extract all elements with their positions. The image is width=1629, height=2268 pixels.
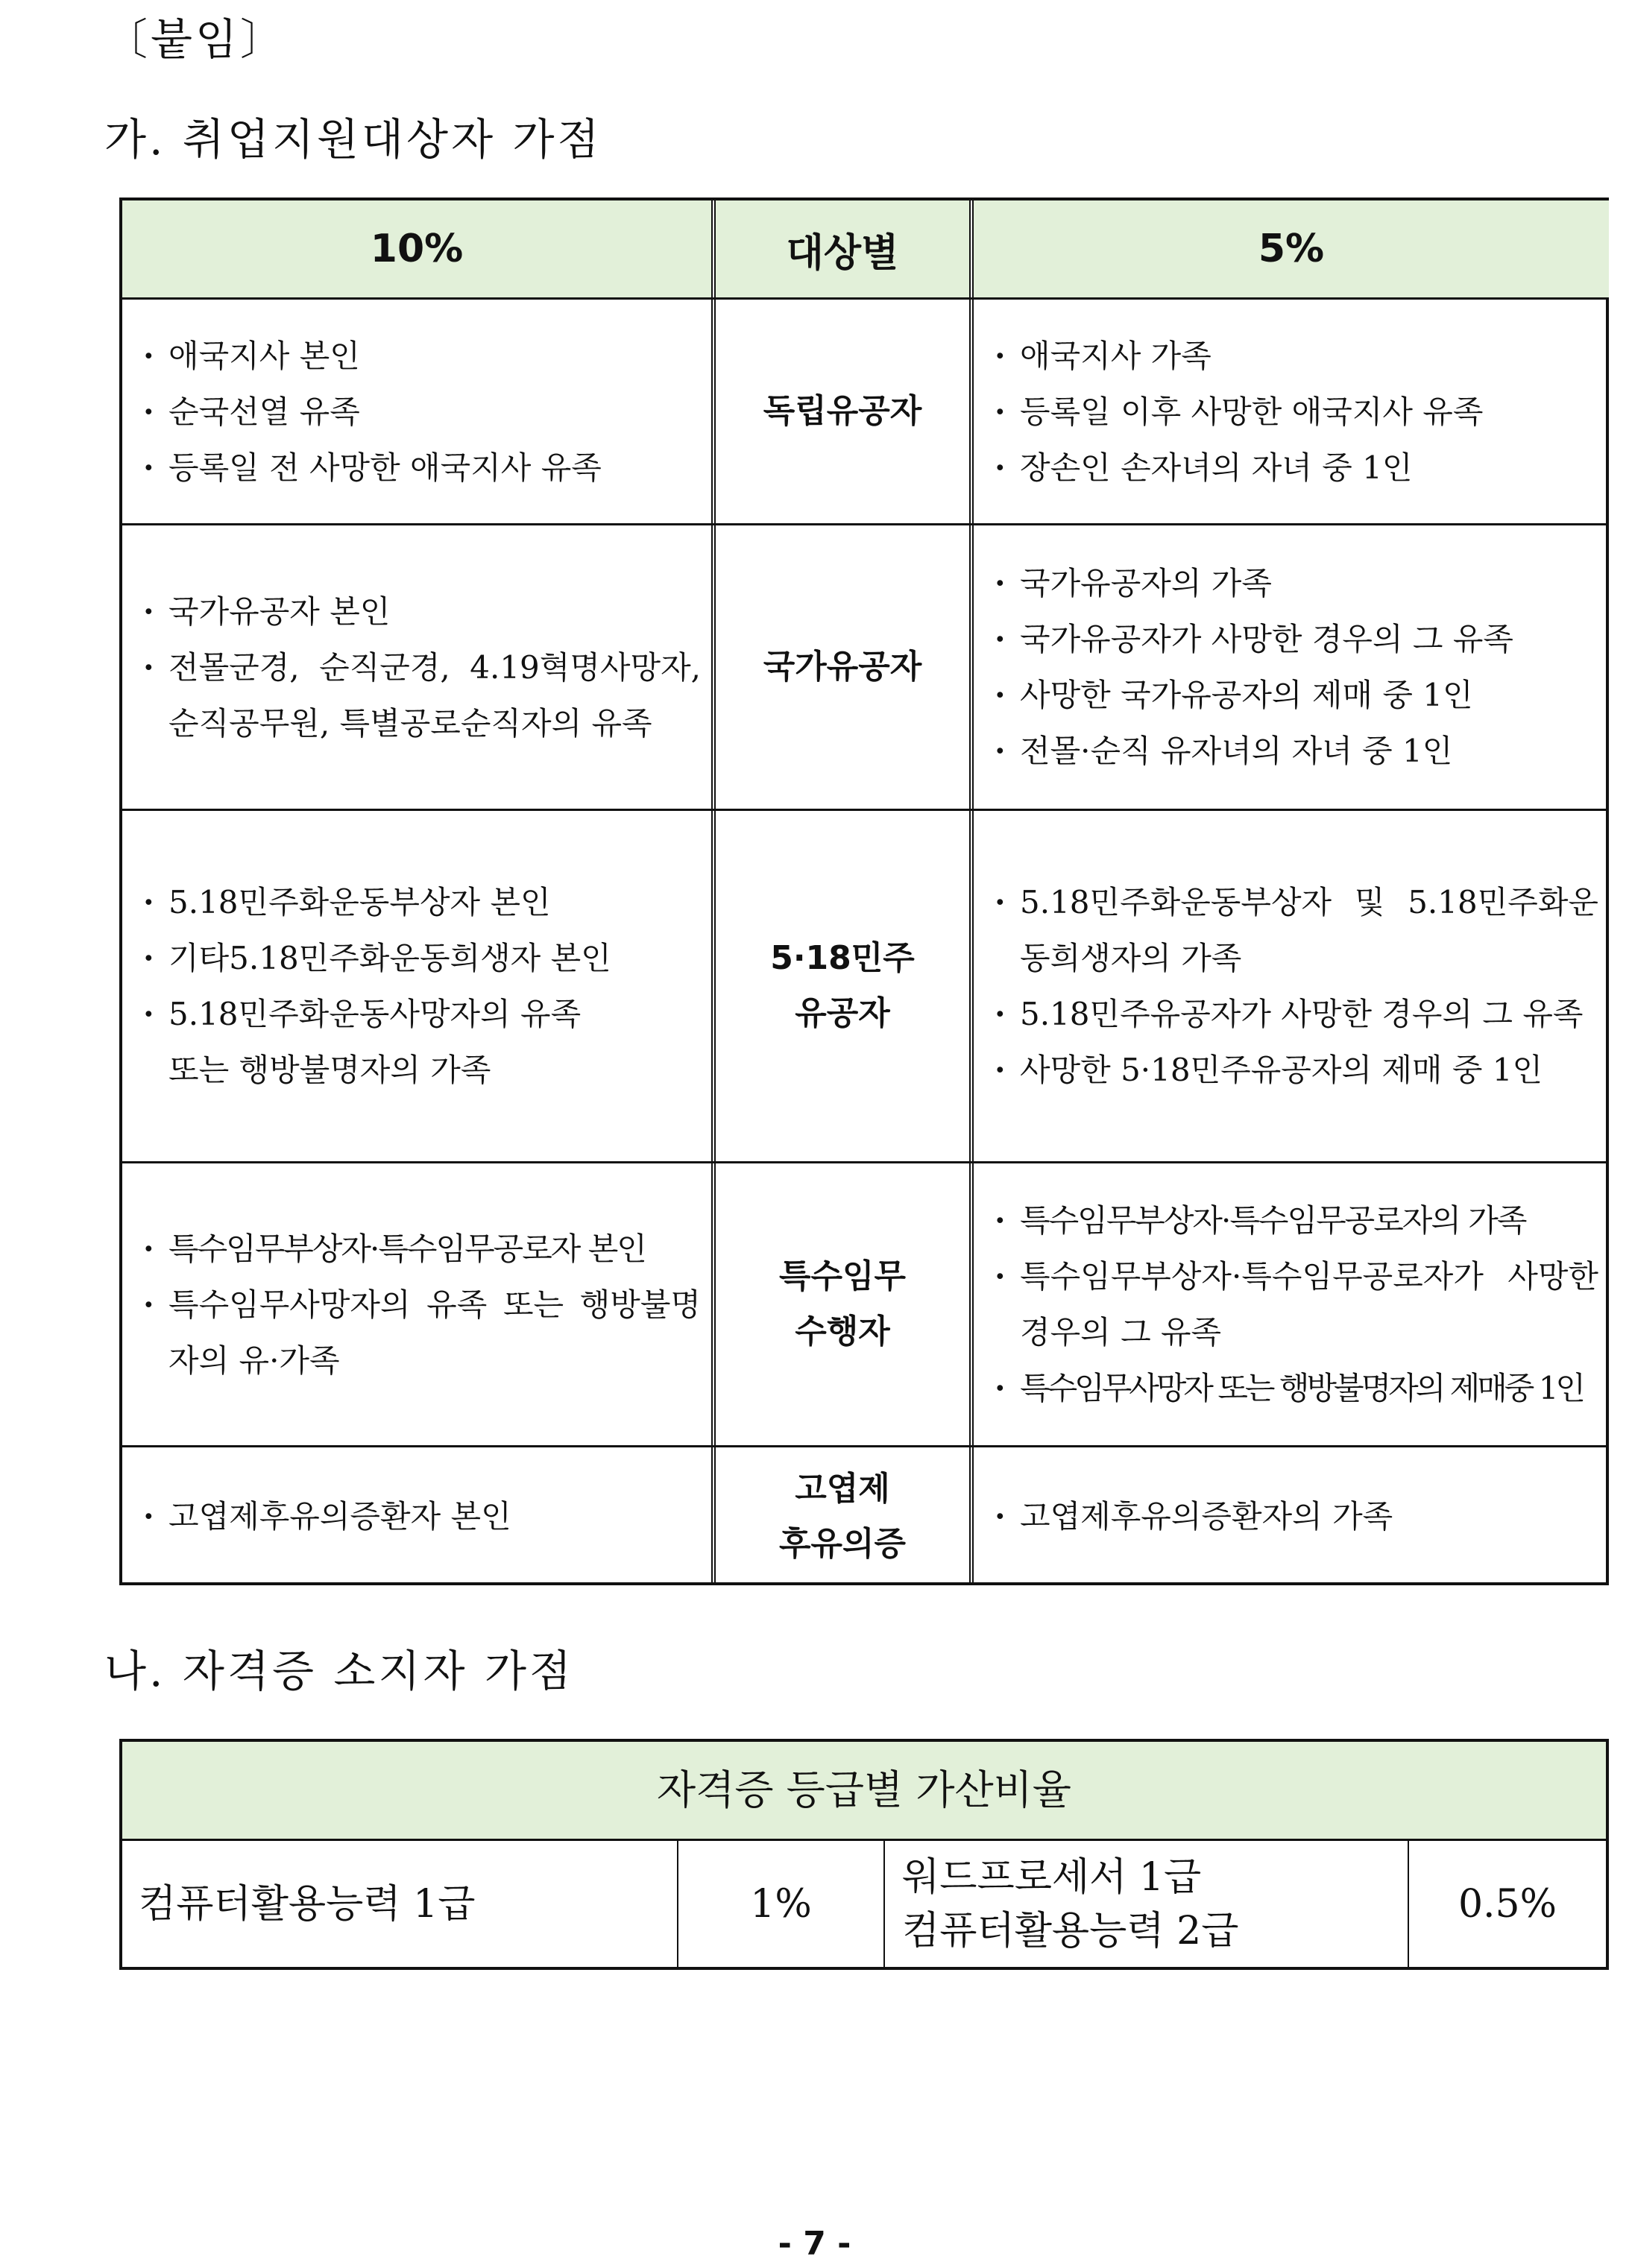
list-item: · 고엽제후유의증환자의 가족 (995, 1488, 1598, 1544)
row4-category (716, 1163, 969, 1445)
column-divider (1408, 1841, 1409, 1967)
rate2-value: 0.5% (1458, 1881, 1557, 1927)
row5-category (716, 1447, 969, 1585)
header-text: 대상별 (786, 230, 899, 276)
rate2-cell (1409, 1841, 1606, 1967)
category-text: 독립유공자 (763, 392, 922, 430)
cert1-name: 컴퓨터활용능력 1급 (139, 1881, 476, 1927)
header-category (716, 200, 969, 297)
rate1-cell (678, 1841, 883, 1967)
header-text: 자격증 등급별 가산비율 (657, 1766, 1071, 1813)
row-divider (122, 297, 1606, 300)
certificate-table-header (122, 1742, 1606, 1839)
section-a-title: 가. 취업지원대상자 가점 (104, 114, 602, 165)
list-item: · 고엽제후유의증환자 본인 (143, 1488, 701, 1544)
row2-category (716, 525, 969, 809)
list-item: · 순국선열 유족 (143, 384, 701, 440)
certificate-bonus-table (119, 1739, 1609, 1970)
rate1-value: 1% (750, 1881, 812, 1927)
category-text: 5·18민주 (770, 939, 915, 977)
column-divider (677, 1841, 678, 1967)
row4-5-percent (974, 1163, 1609, 1445)
list-item: · 특수임무부상자·특수임무공로자가 사망한 경우의 그 유족 (995, 1248, 1598, 1360)
column-divider (883, 1841, 885, 1967)
category-text: 고엽제 (795, 1469, 890, 1508)
cert2-name-line1: 워드프로세서 1급 (902, 1854, 1202, 1900)
header-text: 5% (1258, 227, 1325, 271)
category-text: 유공자 (795, 994, 890, 1032)
list-item: · 애국지사 본인 (143, 328, 701, 384)
category-text: 후유의증 (778, 1524, 906, 1563)
row1-10-percent (122, 300, 711, 523)
list-item: · 사망한 국가유공자의 제매 중 1인 (995, 667, 1598, 723)
attachment-label: 〔붙임〕 (104, 14, 287, 65)
category-text: 국가유공자 (763, 648, 922, 686)
list-item: · 전몰군경, 순직군경, 4.19혁명사망자, 순직공무원, 특별공로순직자의 유족 (143, 639, 701, 751)
row2-5-percent (974, 525, 1609, 809)
list-item: · 5.18민주유공자가 사망한 경우의 그 유족 (995, 986, 1598, 1042)
cert2-name-line2: 컴퓨터활용능력 2급 (902, 1908, 1239, 1953)
list-item: · 애국지사 가족 (995, 328, 1598, 384)
category-text: 수행자 (795, 1313, 890, 1351)
header-10-percent (122, 200, 711, 297)
cert1-cell (139, 1841, 675, 1967)
list-item: · 사망한 5·18민주유공자의 제매 중 1인 (995, 1042, 1598, 1098)
header-text: 10% (370, 227, 464, 271)
list-item: · 국가유공자가 사망한 경우의 그 유족 (995, 611, 1598, 667)
list-item: · 5.18민주화운동사망자의 유족 또는 행방불명자의 가족 (143, 986, 701, 1098)
row-divider (122, 1161, 1606, 1163)
list-item: · 특수임무사망자 또는 행방불명자의 제매중 1인 (995, 1360, 1598, 1416)
row4-10-percent (122, 1163, 711, 1445)
row-divider (122, 1445, 1606, 1447)
list-item: · 특수임무부상자·특수임무공로자의 가족 (995, 1193, 1598, 1248)
list-item: · 국가유공자의 가족 (995, 555, 1598, 611)
column-divider (969, 200, 974, 1582)
row3-10-percent (122, 811, 711, 1161)
list-item: · 특수임무부상자·특수임무공로자 본인 (143, 1221, 701, 1277)
list-item: · 5.18민주화운동부상자 및 5.18민주화운동희생자의 가족 (995, 874, 1598, 986)
list-item: · 기타5.18민주화운동희생자 본인 (143, 930, 701, 986)
row3-5-percent (974, 811, 1609, 1161)
row2-10-percent (122, 525, 711, 809)
veterans-bonus-table (119, 198, 1609, 1585)
row5-10-percent (122, 1447, 711, 1585)
list-item: · 국가유공자 본인 (143, 584, 701, 639)
list-item: · 장손인 손자녀의 자녀 중 1인 (995, 440, 1598, 496)
header-5-percent (974, 200, 1609, 297)
row-divider (122, 1839, 1606, 1841)
row-divider (122, 809, 1606, 811)
list-item: · 특수임무사망자의 유족 또는 행방불명자의 유·가족 (143, 1277, 701, 1389)
column-divider (711, 200, 716, 1582)
row3-category (716, 811, 969, 1161)
page-number: - 7 - (778, 2225, 851, 2263)
list-item: · 전몰·순직 유자녀의 자녀 중 1인 (995, 723, 1598, 779)
row5-5-percent (974, 1447, 1609, 1585)
row-divider (122, 523, 1606, 525)
row1-5-percent (974, 300, 1609, 523)
list-item: · 등록일 전 사망한 애국지사 유족 (143, 440, 701, 496)
row1-category (716, 300, 969, 523)
section-b-title: 나. 자격증 소지자 가점 (104, 1646, 574, 1696)
cert2-cell (902, 1841, 1409, 1967)
list-item: · 등록일 이후 사망한 애국지사 유족 (995, 384, 1598, 440)
list-item: · 5.18민주화운동부상자 본인 (143, 874, 701, 930)
category-text: 특수임무 (778, 1257, 906, 1295)
